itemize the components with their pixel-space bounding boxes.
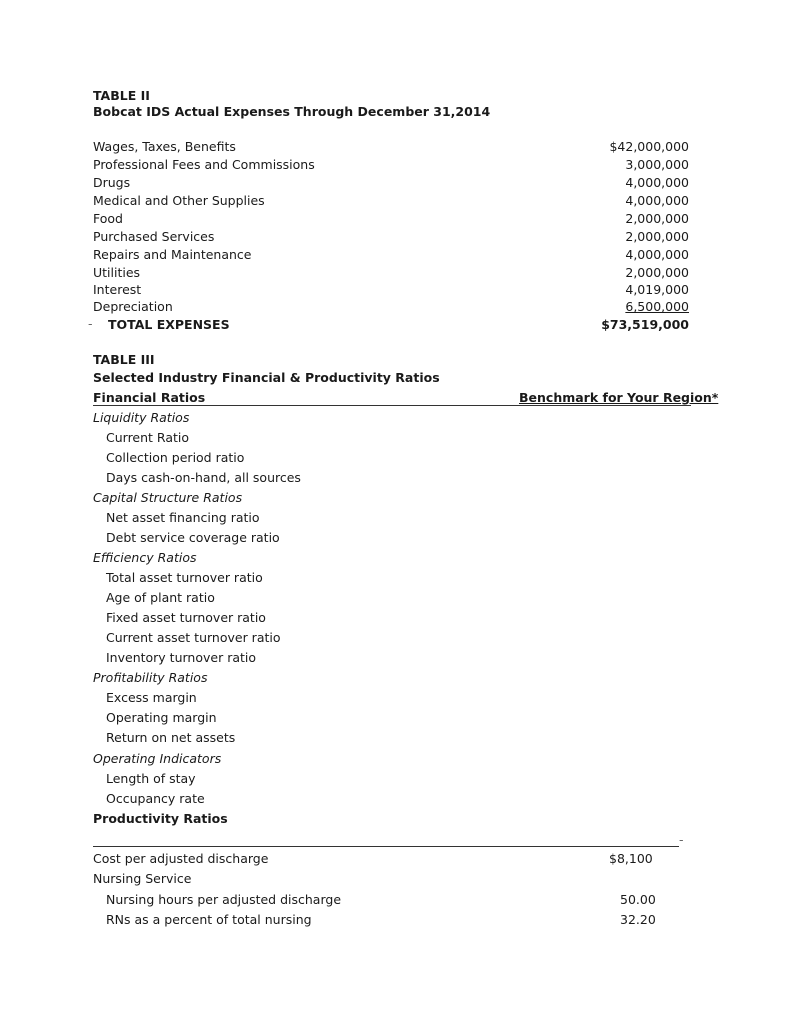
ratio-item: Return on net assets bbox=[106, 730, 236, 745]
efficiency-heading: Efficiency Ratios bbox=[93, 550, 197, 565]
expense-value: 6,500,000 bbox=[625, 299, 689, 314]
ratio-item: Fixed asset turnover ratio bbox=[106, 610, 266, 625]
nursing-hours-label: Nursing hours per adjusted discharge bbox=[106, 892, 342, 907]
expense-row bbox=[93, 229, 689, 247]
expense-row bbox=[93, 211, 689, 229]
expense-value: 2,000,000 bbox=[625, 229, 689, 244]
expense-row bbox=[93, 193, 689, 211]
table3-title: TABLE III bbox=[93, 352, 155, 367]
cost-per-discharge-value: $8,100 bbox=[609, 851, 653, 866]
expense-value: 4,000,000 bbox=[625, 193, 689, 208]
expense-value: 3,000,000 bbox=[625, 157, 689, 172]
expense-row bbox=[93, 175, 689, 193]
rns-percent-value: 32.20 bbox=[620, 912, 656, 927]
expense-row bbox=[93, 299, 689, 317]
ratio-item: Operating margin bbox=[106, 710, 217, 725]
expense-label: Professional Fees and Commissions bbox=[93, 157, 315, 172]
expense-value: 2,000,000 bbox=[625, 211, 689, 226]
productivity-rule bbox=[93, 846, 679, 847]
expense-label: Drugs bbox=[93, 175, 131, 190]
expense-label: Food bbox=[93, 211, 123, 226]
liquidity-heading: Liquidity Ratios bbox=[93, 410, 190, 425]
ratio-item: Collection period ratio bbox=[106, 450, 245, 465]
expense-value: $42,000,000 bbox=[609, 139, 689, 154]
margin-tick: - bbox=[88, 316, 93, 331]
expense-label: Purchased Services bbox=[93, 229, 215, 244]
operating-heading: Operating Indicators bbox=[93, 751, 222, 766]
expense-row bbox=[93, 282, 689, 300]
expense-label: Depreciation bbox=[93, 299, 173, 314]
nursing-hours-value: 50.00 bbox=[620, 892, 656, 907]
expense-label: Wages, Taxes, Benefits bbox=[93, 139, 236, 154]
expense-value: 2,000,000 bbox=[625, 265, 689, 280]
table2-subtitle: Bobcat IDS Actual Expenses Through December 31,2014 bbox=[93, 104, 491, 119]
benchmark-header: Benchmark for Your Region* bbox=[519, 390, 719, 405]
ratio-item: Current asset turnover ratio bbox=[106, 630, 281, 645]
profitability-heading: Profitability Ratios bbox=[93, 670, 208, 685]
margin-tick: - bbox=[679, 832, 684, 847]
table3-subtitle: Selected Industry Financial & Productivity Ratios bbox=[93, 370, 440, 385]
total-expenses-label: TOTAL EXPENSES bbox=[108, 317, 230, 332]
expense-label: Medical and Other Supplies bbox=[93, 193, 265, 208]
financial-ratios-header: Financial Ratios bbox=[93, 390, 206, 405]
ratio-item: Total asset turnover ratio bbox=[106, 570, 263, 585]
header-rule bbox=[93, 405, 691, 406]
capital-heading: Capital Structure Ratios bbox=[93, 490, 243, 505]
ratio-item: Length of stay bbox=[106, 771, 196, 786]
ratio-item: Age of plant ratio bbox=[106, 590, 215, 605]
expense-label: Repairs and Maintenance bbox=[93, 247, 252, 262]
rns-percent-label: RNs as a percent of total nursing bbox=[106, 912, 312, 927]
expense-value: 4,000,000 bbox=[625, 247, 689, 262]
expense-row bbox=[93, 265, 689, 283]
expense-label: Interest bbox=[93, 282, 142, 297]
expense-value: 4,019,000 bbox=[625, 282, 689, 297]
ratio-item: Debt service coverage ratio bbox=[106, 530, 280, 545]
expense-value: 4,000,000 bbox=[625, 175, 689, 190]
expense-row bbox=[93, 139, 689, 157]
ratio-item: Excess margin bbox=[106, 690, 197, 705]
productivity-heading: Productivity Ratios bbox=[93, 811, 228, 826]
ratio-item: Occupancy rate bbox=[106, 791, 205, 806]
expense-row bbox=[93, 247, 689, 265]
table2-title: TABLE II bbox=[93, 88, 150, 103]
expense-label: Utilities bbox=[93, 265, 141, 280]
cost-per-discharge-label: Cost per adjusted discharge bbox=[93, 851, 269, 866]
nursing-service-label: Nursing Service bbox=[93, 871, 192, 886]
ratio-item: Current Ratio bbox=[106, 430, 190, 445]
expense-row bbox=[93, 157, 689, 175]
ratio-item: Inventory turnover ratio bbox=[106, 650, 257, 665]
ratio-item: Days cash-on-hand, all sources bbox=[106, 470, 301, 485]
ratio-item: Net asset financing ratio bbox=[106, 510, 260, 525]
total-expenses-value: $73,519,000 bbox=[601, 317, 689, 332]
